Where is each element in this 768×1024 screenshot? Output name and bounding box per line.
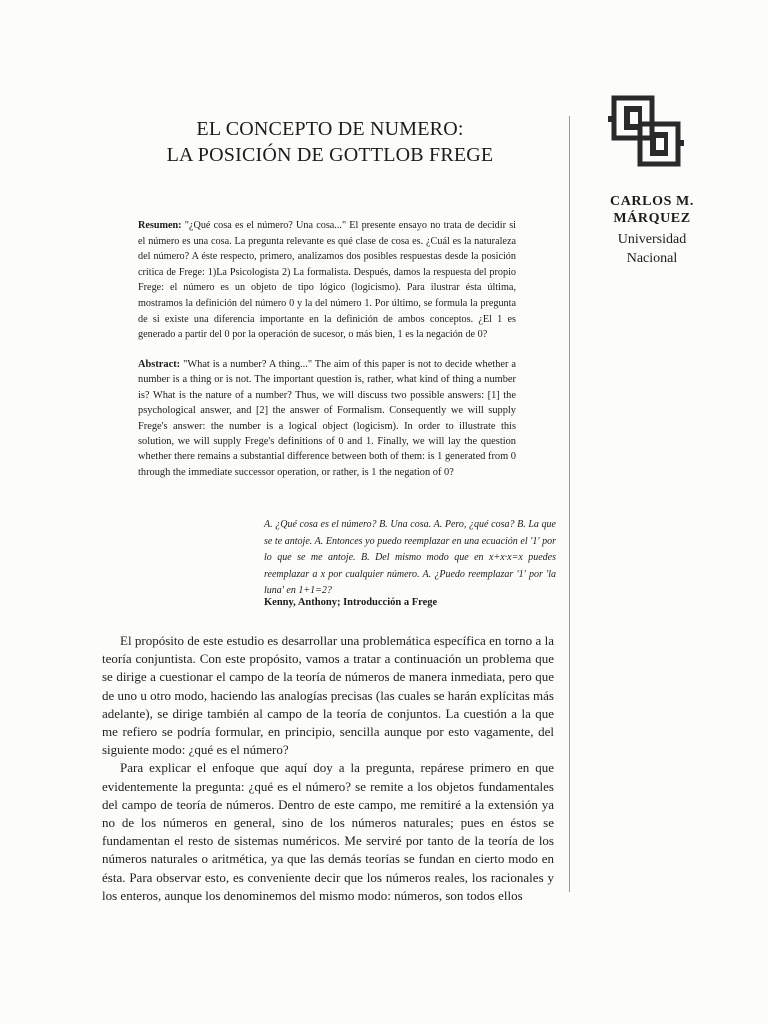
epigraph-quote: A. ¿Qué cosa es el número? B. Una cosa. A. Pero, ¿qué cosa? B. La que se te antoje. A. Entonces yo puedo reemplazar en una ecuación el '1' por lo que se me antoje. B. Del mismo modo que en x+x·x=x puedes reemplazar a x por cualquier número. A. ¿Puedo reemplazar '1' por 'la luna' en 1+1=2? [264, 519, 556, 596]
body-paragraph-2: Para explicar el enfoque que aquí doy a la pregunta, repárese primero en que evidentemente la pregunta: ¿qué es el número? se remite a los objetos fundamentales del campo de teoría de números. Dentro de este campo, me remitiré a la extensión ya no de los números en general, sino de los números naturales; pues en éstos se fundamentan el resto de sistemas numéricos. Me serviré por tanto de la teoría de los números naturales o aritmética, ya que las demás teorías se fundan en cierto modo en ésta. Para observar esto, es conveniente decir que los números reales, los racionales y los enteros, aunque los denominemos del mismo modo: números, son todos ellos [102, 760, 554, 903]
epigraph-source: Kenny, Anthony; Introducción a Frege [264, 597, 438, 608]
author-name-line-1: CARLOS M. [610, 194, 694, 209]
abstract-paragraph [138, 357, 516, 480]
author-name-line-2: MÁRQUEZ [613, 211, 691, 226]
resumen-paragraph [138, 218, 516, 343]
author-institution-line-2: Nacional [626, 251, 678, 266]
margin-divider [569, 116, 570, 892]
title-line-2: LA POSICIÓN DE GOTTLOB FREGE [166, 144, 494, 166]
body-paragraph-1: El propósito de este estudio es desarrollar una problemática específica en torno a la teoría conjuntista. Con este propósito, vamos a tratar a continuación un problema que se dirige a cuestionar el campo de la teoría de números de manera inmediata, pero que de uno u otro modo, haciendo las analogías precisas (las cuales se harán explícitas más adelante), se dirige también al campo de la teoría de conjuntos. La cuestión a la que me refiero se podría formular, en principio, sencilla aunque por esto vagamente, del siguiente modo: ¿qué es el número? [102, 633, 554, 758]
journal-logo-icon [608, 92, 684, 170]
body-text [102, 632, 554, 905]
title-line-1: EL CONCEPTO DE NUMERO: [196, 118, 464, 140]
author-institution-line-1: Universidad [617, 232, 687, 247]
resumen-text: "¿Qué cosa es el número? Una cosa..." El presente ensayo no trata de decidir si el número es una cosa. La pregunta relevante es qué clase de cosa es. ¿Cuál es la naturaleza del número? A éste respecto, primero, analizamos dos posibles respuestas desde la posición crítica de Frege: 1)La Psicologista 2) La formalista. Después, damos la respuesta del propio Frege: el número es un objeto de tipo lógico (logicismo). Para ilustrar ésta última, mostramos la definición del número 0 y la del número 1. Por último, se formula la pregunta de si existe una diferencia importante en la definición de ambos conceptos. ¿El 1 es generado a partir del 0 por la operación de sucesor, o más bien, 1 es la negación de 0? [138, 220, 516, 341]
resumen-label: Resumen: [138, 220, 182, 231]
article-title [100, 116, 560, 168]
abstract-label: Abstract: [138, 359, 181, 370]
abstract-text: "What is a number? A thing..." The aim of this paper is not to decide whether a number is a thing or is not. The important question is, rather, what kind of thing a number is? What is the nature of a number? Thus, we will discuss two possible answers: [1] the psychological answer, and [2] the answer of Formalism. Consequently we will supply Frege's answer: the number is a logical object (logicism). In order to illustrate this solution, we will supply Frege's definitions of 0 and 1. Finally, we will lay the question whether there remains a substantial difference between both of them: is 1 generated from 0 through the immediate successor operation, or rather, is 1 the negation of 0? [138, 359, 516, 478]
author-block [588, 193, 716, 268]
